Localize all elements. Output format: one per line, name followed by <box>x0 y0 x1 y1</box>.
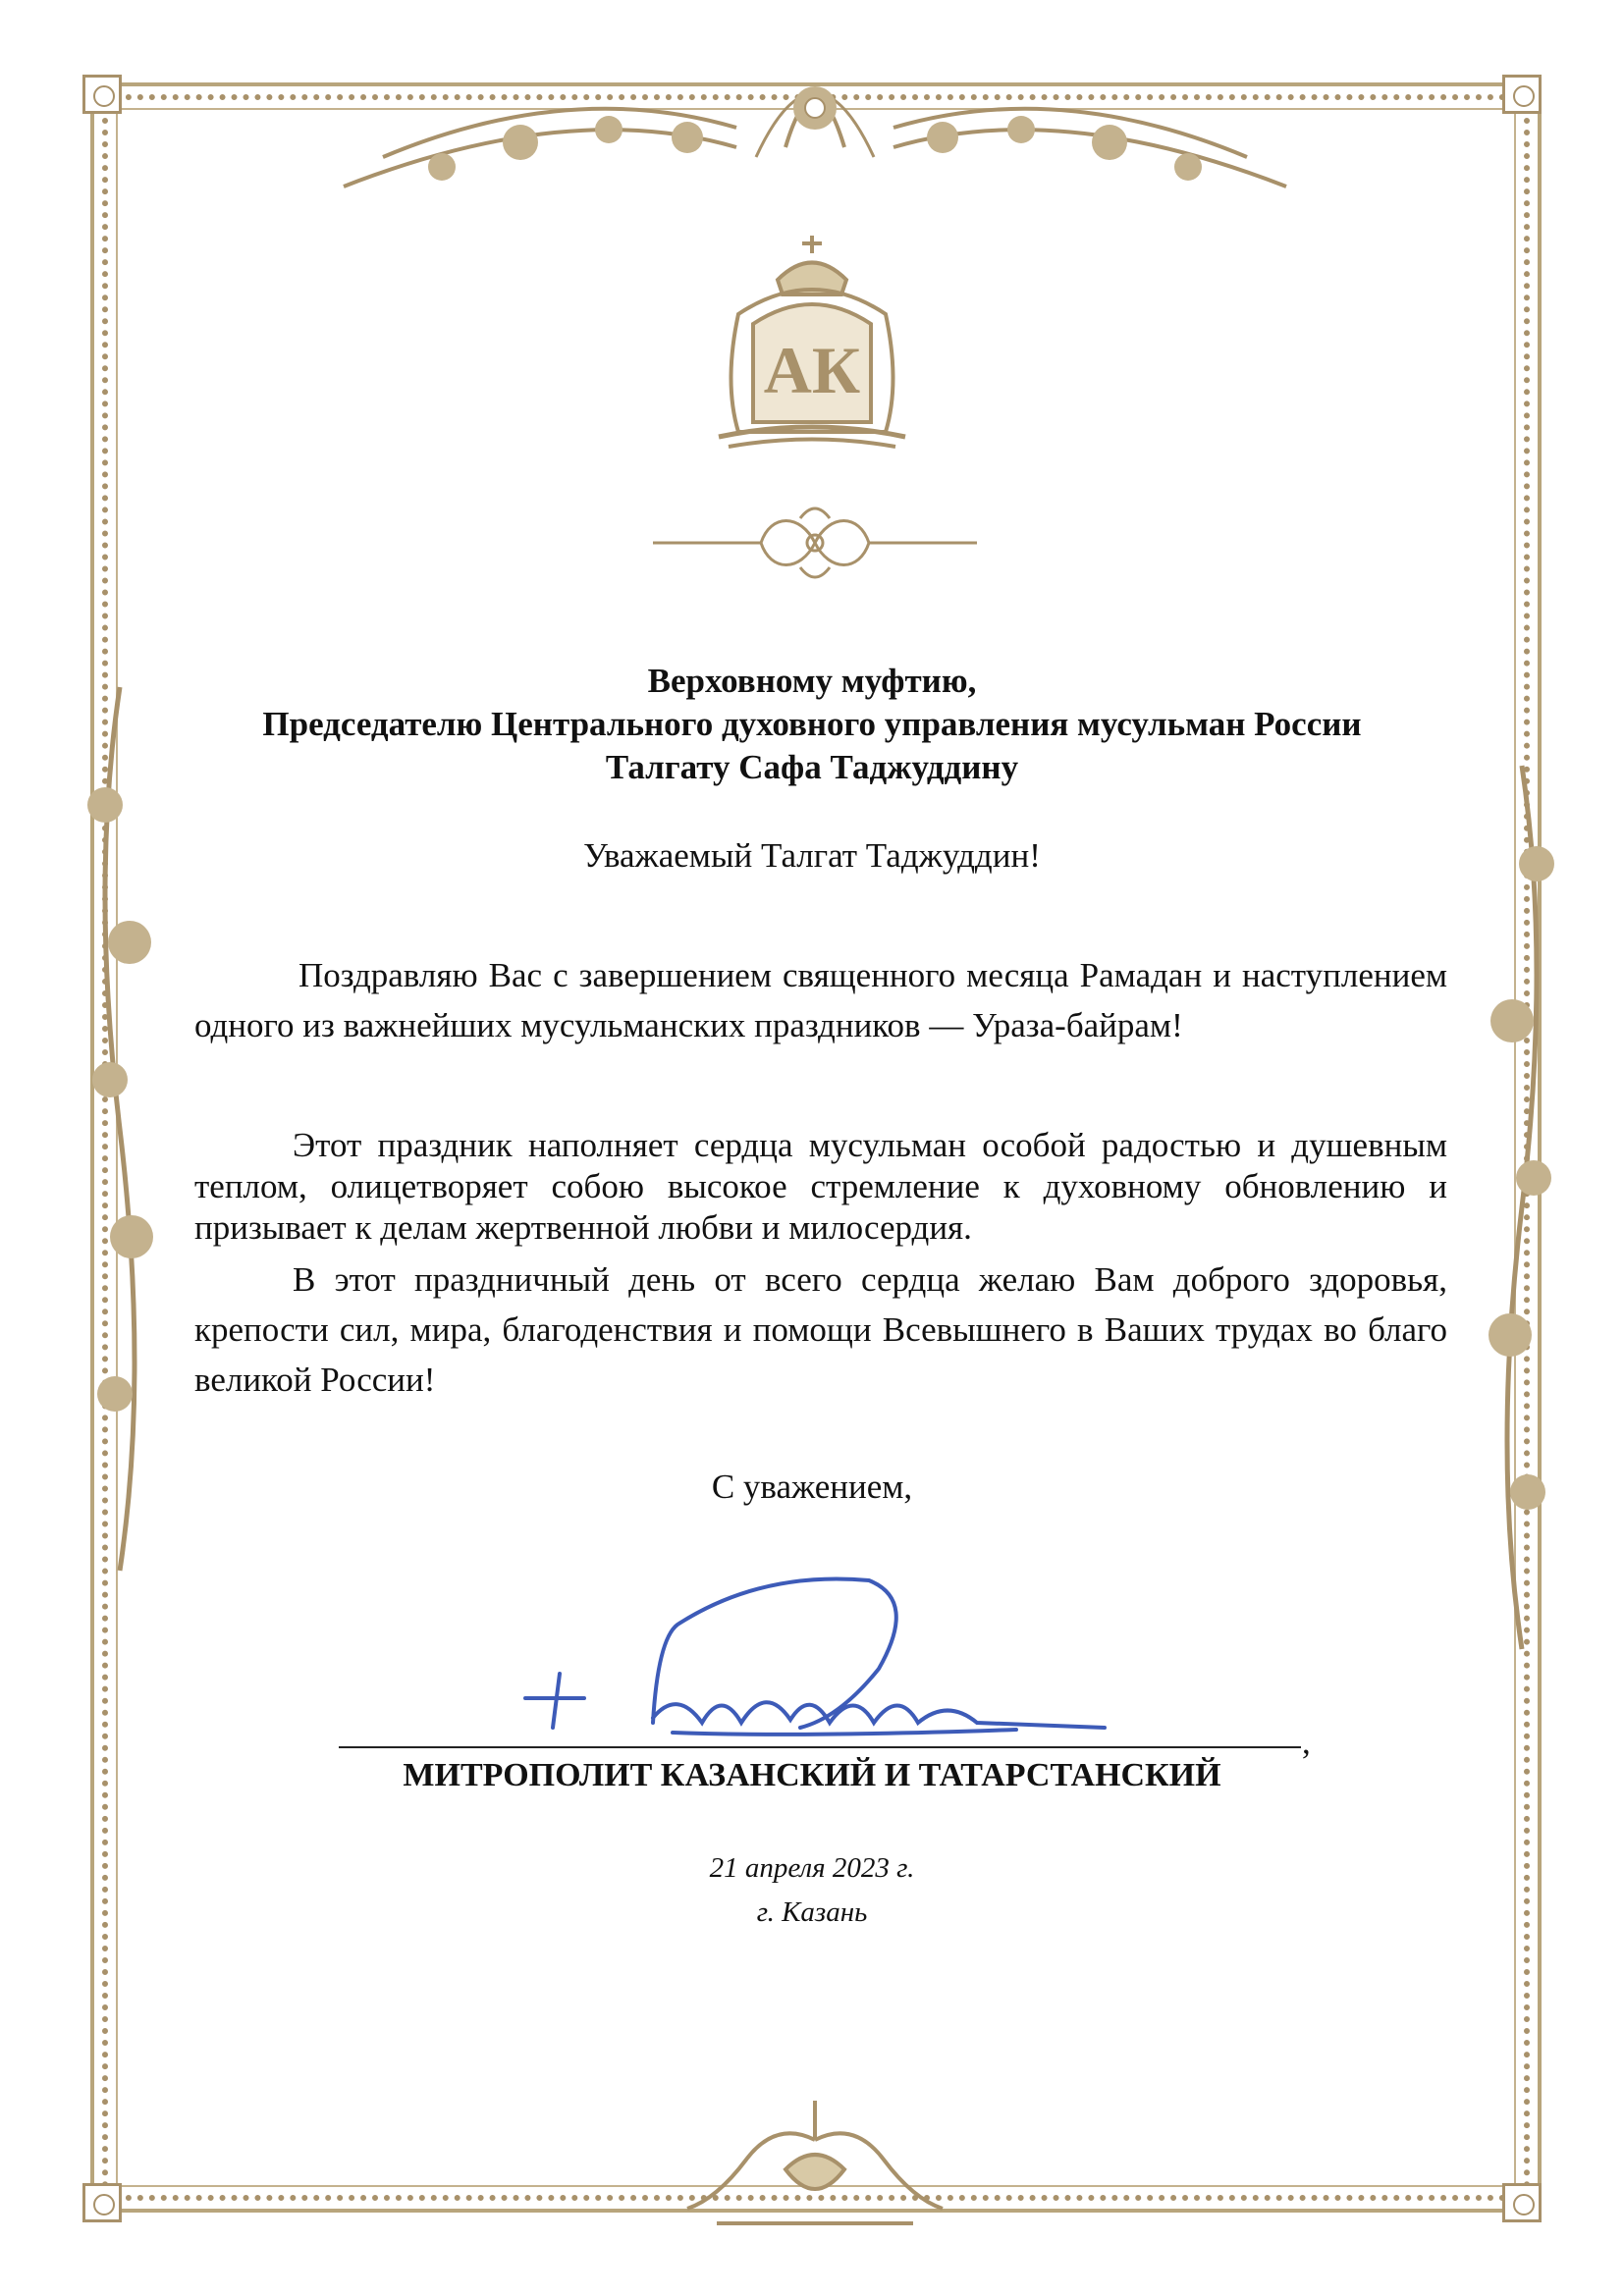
letter-date: 21 апреля 2023 г. <box>709 1852 915 1884</box>
letter-place: г. Казань <box>756 1896 868 1928</box>
signer-title: МИТРОПОЛИТ КАЗАНСКИЙ И ТАТАРСТАНСКИЙ <box>403 1757 1221 1793</box>
addressee-title: Верховному муфтию, <box>647 662 977 700</box>
flourish-divider <box>653 499 977 587</box>
eparchy-emblem <box>709 236 915 452</box>
body-paragraph-3: В этот праздничный день от всего сердца желаю Вам доброго здоровья, крепости сил, мира, благоденствия и помощи Всевышнего в Ваших трудах во благо великой России! <box>194 1260 1447 1399</box>
bottom-crest-ornament <box>677 2101 952 2238</box>
body-paragraph-2: Этот праздник наполняет сердца мусульман особой радостью и душевным теплом, олицетворяет собою высокое стремление к духовному обновлению и призывает к делам жертвенной любви и милосердия. <box>194 1126 1447 1247</box>
addressee-name: Талгату Сафа Таджуддину <box>605 748 1019 786</box>
corner-ornament-top-right <box>1502 75 1542 114</box>
corner-ornament-bottom-right <box>1502 2183 1542 2222</box>
top-garland-ornament <box>324 39 1306 236</box>
addressee-position: Председателю Центрального духовного управления мусульман России <box>262 705 1362 743</box>
body-paragraph-1: Поздравляю Вас с завершением священного месяца Рамадан и наступлением одного из важнейших мусульманских праздников — Ураза-байрам! <box>194 956 1447 1044</box>
closing-phrase: С уважением, <box>711 1468 913 1506</box>
handwritten-signature <box>506 1551 1114 1757</box>
corner-ornament-bottom-left <box>82 2183 122 2222</box>
left-garland-ornament <box>61 687 179 1571</box>
emblem-monogram: АК <box>763 333 861 407</box>
right-garland-ornament <box>1463 766 1581 1649</box>
salutation: Уважаемый Талгат Таджуддин! <box>583 836 1041 875</box>
signature-line <box>339 1746 1301 1748</box>
signature-comma: , <box>1302 1723 1311 1761</box>
corner-ornament-top-left <box>82 75 122 114</box>
